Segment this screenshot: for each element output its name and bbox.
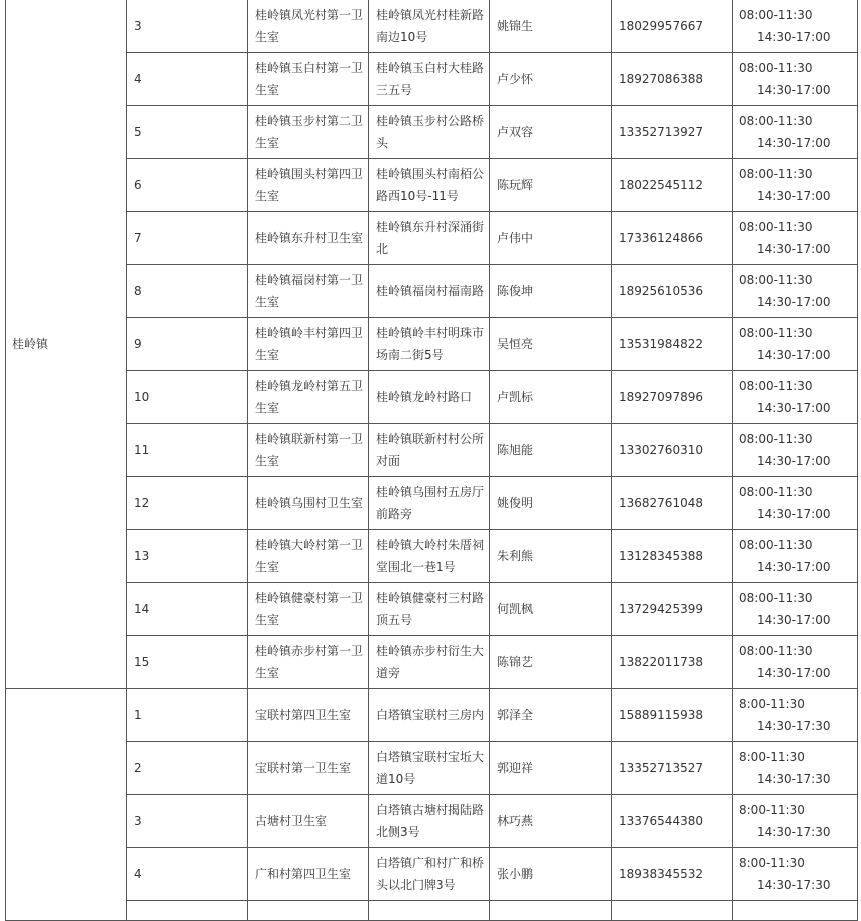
hours-morning: 08:00-11:30 — [739, 273, 813, 287]
opening-hours — [733, 901, 858, 921]
hours-morning: 08:00-11:30 — [739, 8, 813, 22]
clinic-address: 桂岭镇龙岭村路口 — [369, 371, 490, 424]
hours-morning: 08:00-11:30 — [739, 644, 813, 658]
hours-morning: 08:00-11:30 — [739, 538, 813, 552]
phone-number: 18029957667 — [612, 0, 733, 53]
opening-hours — [733, 53, 858, 106]
clinic-name: 宝联村第四卫生室 — [248, 689, 369, 742]
row-number: 12 — [127, 477, 248, 530]
opening-hours — [733, 0, 858, 53]
table-row — [6, 530, 858, 583]
row-number: 14 — [127, 583, 248, 636]
clinic-address: 桂岭镇东升村深涌街北 — [369, 212, 490, 265]
doctor-name: 郭泽全 — [490, 689, 612, 742]
clinic-address: 桂岭镇围头村南栢公路西10号-11号 — [369, 159, 490, 212]
row-number: 13 — [127, 530, 248, 583]
doctor-name: 吴恒亮 — [490, 318, 612, 371]
table-row — [6, 53, 858, 106]
doctor-name: 陈旭能 — [490, 424, 612, 477]
hours-afternoon: 14:30-17:00 — [757, 454, 831, 468]
phone-number: 17336124866 — [612, 212, 733, 265]
table-row — [6, 848, 858, 901]
clinic-address: 桂岭镇玉白村大桂路三五号 — [369, 53, 490, 106]
table-row — [6, 0, 858, 53]
hours-afternoon: 14:30-17:30 — [757, 772, 831, 786]
phone-number: 13531984822 — [612, 318, 733, 371]
hours-afternoon: 14:30-17:30 — [757, 878, 831, 892]
opening-hours — [733, 318, 858, 371]
clinic-name: 桂岭镇龙岭村第五卫生室 — [248, 371, 369, 424]
clinic-address: 桂岭镇乌围村五房厅前路旁 — [369, 477, 490, 530]
hours-afternoon: 14:30-17:00 — [757, 30, 831, 44]
table-row — [6, 583, 858, 636]
row-number: 3 — [127, 0, 248, 53]
hours-morning: 8:00-11:30 — [739, 856, 805, 870]
hours-morning: 08:00-11:30 — [739, 432, 813, 446]
phone-number: 18938345532 — [612, 848, 733, 901]
hours-afternoon: 14:30-17:00 — [757, 348, 831, 362]
phone-number: 18927097896 — [612, 371, 733, 424]
clinic-name: 桂岭镇福岗村第一卫生室 — [248, 265, 369, 318]
clinic-name: 桂岭镇大岭村第一卫生室 — [248, 530, 369, 583]
row-number: 1 — [127, 689, 248, 742]
opening-hours — [733, 583, 858, 636]
clinic-name: 桂岭镇围头村第四卫生室 — [248, 159, 369, 212]
phone-number: 18022545112 — [612, 159, 733, 212]
doctor-name: 陈玩辉 — [490, 159, 612, 212]
clinic-name: 古塘村卫生室 — [248, 795, 369, 848]
clinic-address: 白塔镇宝联村三房内 — [369, 689, 490, 742]
row-number: 15 — [127, 636, 248, 689]
phone-number: 15889115938 — [612, 689, 733, 742]
clinic-address: 桂岭镇玉步村公路桥头 — [369, 106, 490, 159]
table-row — [6, 795, 858, 848]
row-number: 6 — [127, 159, 248, 212]
doctor-name: 张小鹏 — [490, 848, 612, 901]
opening-hours — [733, 742, 858, 795]
opening-hours — [733, 159, 858, 212]
table-row — [6, 318, 858, 371]
town-cell — [6, 689, 127, 921]
table-row — [6, 106, 858, 159]
clinic-address: 白塔镇宝联村宝坵大道10号 — [369, 742, 490, 795]
hours-afternoon: 14:30-17:00 — [757, 507, 831, 521]
doctor-name: 卢伟中 — [490, 212, 612, 265]
hours-morning: 8:00-11:30 — [739, 697, 805, 711]
clinic-name: 宝联村第一卫生室 — [248, 742, 369, 795]
clinic-name: 广和村第四卫生室 — [248, 848, 369, 901]
phone-number: 18927086388 — [612, 53, 733, 106]
opening-hours — [733, 424, 858, 477]
phone-number: 13376544380 — [612, 795, 733, 848]
clinic-table — [5, 0, 858, 921]
doctor-name: 姚锦生 — [490, 0, 612, 53]
row-number: 2 — [127, 742, 248, 795]
clinic-name: 桂岭镇联新村第一卫生室 — [248, 424, 369, 477]
phone-number: 18925610536 — [612, 265, 733, 318]
table-row — [6, 477, 858, 530]
hours-morning: 08:00-11:30 — [739, 379, 813, 393]
hours-afternoon: 14:30-17:30 — [757, 825, 831, 839]
clinic-address — [369, 901, 490, 921]
row-number — [127, 901, 248, 921]
clinic-name: 桂岭镇赤步村第一卫生室 — [248, 636, 369, 689]
clinic-address: 白塔镇广和村广和桥头以北门牌3号 — [369, 848, 490, 901]
hours-afternoon: 14:30-17:00 — [757, 666, 831, 680]
hours-afternoon: 14:30-17:30 — [757, 719, 831, 733]
hours-afternoon: 14:30-17:00 — [757, 295, 831, 309]
hours-afternoon: 14:30-17:00 — [757, 136, 831, 150]
clinic-name: 桂岭镇凤光村第一卫生室 — [248, 0, 369, 53]
doctor-name — [490, 901, 612, 921]
opening-hours — [733, 371, 858, 424]
clinic-address: 桂岭镇健豪村三村路顶五号 — [369, 583, 490, 636]
opening-hours — [733, 689, 858, 742]
clinic-address: 桂岭镇大岭村朱厝祠堂围北一巷1号 — [369, 530, 490, 583]
opening-hours — [733, 636, 858, 689]
doctor-name: 郭迎祥 — [490, 742, 612, 795]
row-number: 11 — [127, 424, 248, 477]
phone-number: 13729425399 — [612, 583, 733, 636]
clinic-address: 白塔镇古塘村揭陆路北侧3号 — [369, 795, 490, 848]
phone-number: 13128345388 — [612, 530, 733, 583]
table-row — [6, 689, 858, 742]
hours-morning: 8:00-11:30 — [739, 803, 805, 817]
doctor-name: 陈锦艺 — [490, 636, 612, 689]
hours-morning: 08:00-11:30 — [739, 326, 813, 340]
clinic-address: 桂岭镇联新村村公所对面 — [369, 424, 490, 477]
doctor-name: 朱利熊 — [490, 530, 612, 583]
clinic-name: 桂岭镇东升村卫生室 — [248, 212, 369, 265]
opening-hours — [733, 795, 858, 848]
hours-afternoon: 14:30-17:00 — [757, 242, 831, 256]
table-row — [6, 159, 858, 212]
table-row — [6, 901, 858, 921]
opening-hours — [733, 848, 858, 901]
hours-afternoon: 14:30-17:00 — [757, 401, 831, 415]
row-number: 3 — [127, 795, 248, 848]
doctor-name: 卢少怀 — [490, 53, 612, 106]
doctor-name: 何凯枫 — [490, 583, 612, 636]
phone-number: 13682761048 — [612, 477, 733, 530]
row-number: 4 — [127, 848, 248, 901]
phone-number: 13352713527 — [612, 742, 733, 795]
row-number: 9 — [127, 318, 248, 371]
opening-hours — [733, 530, 858, 583]
doctor-name: 林巧燕 — [490, 795, 612, 848]
clinic-name — [248, 901, 369, 921]
hours-morning: 08:00-11:30 — [739, 114, 813, 128]
hours-afternoon: 14:30-17:00 — [757, 189, 831, 203]
row-number: 8 — [127, 265, 248, 318]
phone-number: 13822011738 — [612, 636, 733, 689]
doctor-name: 陈俊坤 — [490, 265, 612, 318]
table-row — [6, 212, 858, 265]
phone-number — [612, 901, 733, 921]
clinic-address: 桂岭镇岭丰村明珠市场南二街5号 — [369, 318, 490, 371]
clinic-name: 桂岭镇健豪村第一卫生室 — [248, 583, 369, 636]
hours-morning: 08:00-11:30 — [739, 61, 813, 75]
town-cell: 桂岭镇 — [6, 0, 127, 689]
doctor-name: 卢双容 — [490, 106, 612, 159]
row-number: 10 — [127, 371, 248, 424]
table-row — [6, 424, 858, 477]
hours-afternoon: 14:30-17:00 — [757, 560, 831, 574]
hours-afternoon: 14:30-17:00 — [757, 83, 831, 97]
opening-hours — [733, 212, 858, 265]
doctor-name: 姚俊明 — [490, 477, 612, 530]
hours-morning: 08:00-11:30 — [739, 167, 813, 181]
clinic-name: 桂岭镇玉步村第二卫生室 — [248, 106, 369, 159]
table-body — [6, 0, 858, 921]
clinic-name: 桂岭镇岭丰村第四卫生室 — [248, 318, 369, 371]
clinic-name: 桂岭镇乌围村卫生室 — [248, 477, 369, 530]
table-row — [6, 265, 858, 318]
opening-hours — [733, 106, 858, 159]
clinic-address: 桂岭镇凤光村桂新路南边10号 — [369, 0, 490, 53]
row-number: 4 — [127, 53, 248, 106]
hours-afternoon: 14:30-17:00 — [757, 613, 831, 627]
row-number: 5 — [127, 106, 248, 159]
clinic-address: 桂岭镇福岗村福南路 — [369, 265, 490, 318]
hours-morning: 8:00-11:30 — [739, 750, 805, 764]
phone-number: 13302760310 — [612, 424, 733, 477]
clinic-name: 桂岭镇玉白村第一卫生室 — [248, 53, 369, 106]
opening-hours — [733, 265, 858, 318]
row-number: 7 — [127, 212, 248, 265]
hours-morning: 08:00-11:30 — [739, 220, 813, 234]
hours-morning: 08:00-11:30 — [739, 591, 813, 605]
phone-number: 13352713927 — [612, 106, 733, 159]
table-row — [6, 371, 858, 424]
opening-hours — [733, 477, 858, 530]
table-row — [6, 742, 858, 795]
table-row — [6, 636, 858, 689]
clinic-address: 桂岭镇赤步村衍生大道旁 — [369, 636, 490, 689]
doctor-name: 卢凯标 — [490, 371, 612, 424]
hours-morning: 08:00-11:30 — [739, 485, 813, 499]
